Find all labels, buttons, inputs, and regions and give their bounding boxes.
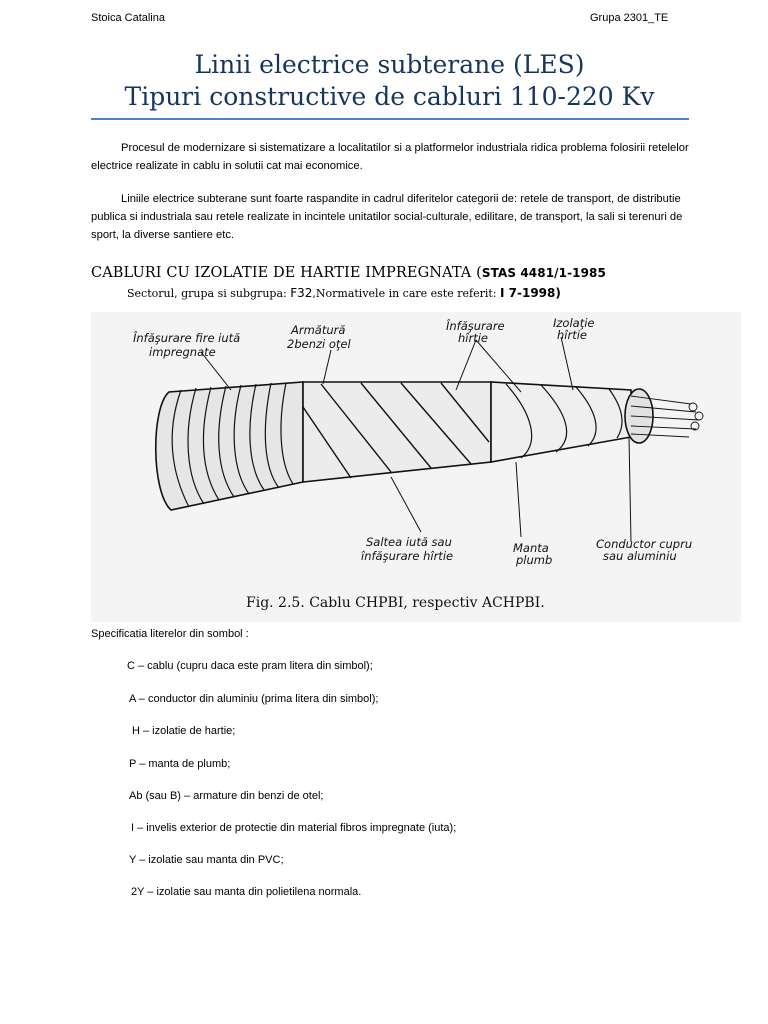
title-divider	[91, 118, 689, 120]
section-heading	[91, 265, 606, 281]
label-paper-wrap-2: hîrtie	[458, 331, 488, 345]
label-paper-insulation-2: hîrtie	[557, 328, 587, 342]
header-author: Stoica Catalina	[91, 12, 165, 24]
label-lead-sheath-1: Manta	[513, 541, 549, 555]
spec-item: Ab (sau B) – armature din benzi de otel;	[129, 790, 324, 802]
label-jute-wrap-2: impregnate	[149, 345, 216, 359]
spec-item: P – manta de plumb;	[129, 758, 231, 770]
paragraph-modernization	[91, 139, 691, 175]
header-group: Grupa 2301_TE	[590, 12, 669, 24]
label-jute-bed-2: înfăşurare hîrtie	[361, 549, 454, 563]
spec-item: C – cablu (cupru daca este pram litera din simbol);	[127, 660, 373, 672]
label-conductor-2: sau aluminiu	[603, 549, 677, 563]
spec-item: 2Y – izolatie sau manta din polietilena normala.	[131, 886, 362, 898]
label-armour-2: 2benzi oţel	[287, 337, 351, 351]
subline-middle: ,Normativele in care este referit:	[312, 287, 497, 300]
subline-code: F32	[290, 286, 313, 300]
section-subline	[127, 286, 561, 300]
label-paper-insulation-1: Izolaţie	[553, 316, 595, 330]
label-jute-wrap-1: Înfăşurare fire iută	[133, 331, 241, 345]
spec-item: I – invelis exterior de protectie din material fibros impregnate (iuta);	[131, 822, 457, 834]
section-heading-text: CABLURI CU IZOLATIE DE HARTIE IMPREGNATA (	[91, 265, 482, 281]
subline-prefix: Sectorul, grupa si subgrupa:	[127, 287, 287, 300]
subline-norm: I 7-1998)	[500, 286, 561, 300]
page-title-line-2: Tipuri constructive de cabluri 110-220 Kv	[124, 82, 655, 111]
spec-title: Specificatia literelor din sombol :	[91, 628, 249, 640]
label-armour-1: Armătură	[291, 323, 346, 337]
spec-item: A – conductor din aluminiu (prima litera din simbol);	[129, 693, 379, 705]
label-paper-wrap-1: Înfăşurare	[446, 319, 505, 333]
spec-item: Y – izolatie sau manta din PVC;	[129, 854, 284, 866]
paragraph-les-usage-text: Liniile electrice subterane sunt foarte raspandite in cadrul diferitelor categorii de: retele de transport, de distributie publica si industriala sau retele realizate in incintele unitatilor social-culturale, edilitare, de transport, la sali si terenuri de sport, la diverse santiere etc.	[91, 193, 683, 241]
paragraph-modernization-text: Procesul de modernizare si sistematizare a localitatilor si a platformelor industriala ridica problema folosirii retelelor electrice realizate in cablu in solutii cat mai economice.	[91, 142, 689, 172]
label-conductor-1: Conductor cupru	[596, 537, 693, 551]
page-title-line-1: Linii electrice subterane (LES)	[194, 50, 585, 79]
label-lead-sheath-2: plumb	[516, 553, 553, 567]
cable-diagram	[91, 312, 741, 622]
figure-caption: Fig. 2.5. Cablu CHPBI, respectiv ACHPBI.	[246, 595, 545, 611]
label-jute-bed-1: Saltea iută sau	[366, 535, 452, 549]
section-standard: STAS 4481/1-1985	[481, 266, 606, 280]
paragraph-les-usage	[91, 190, 691, 244]
spec-item: H – izolatie de hartie;	[132, 725, 236, 737]
